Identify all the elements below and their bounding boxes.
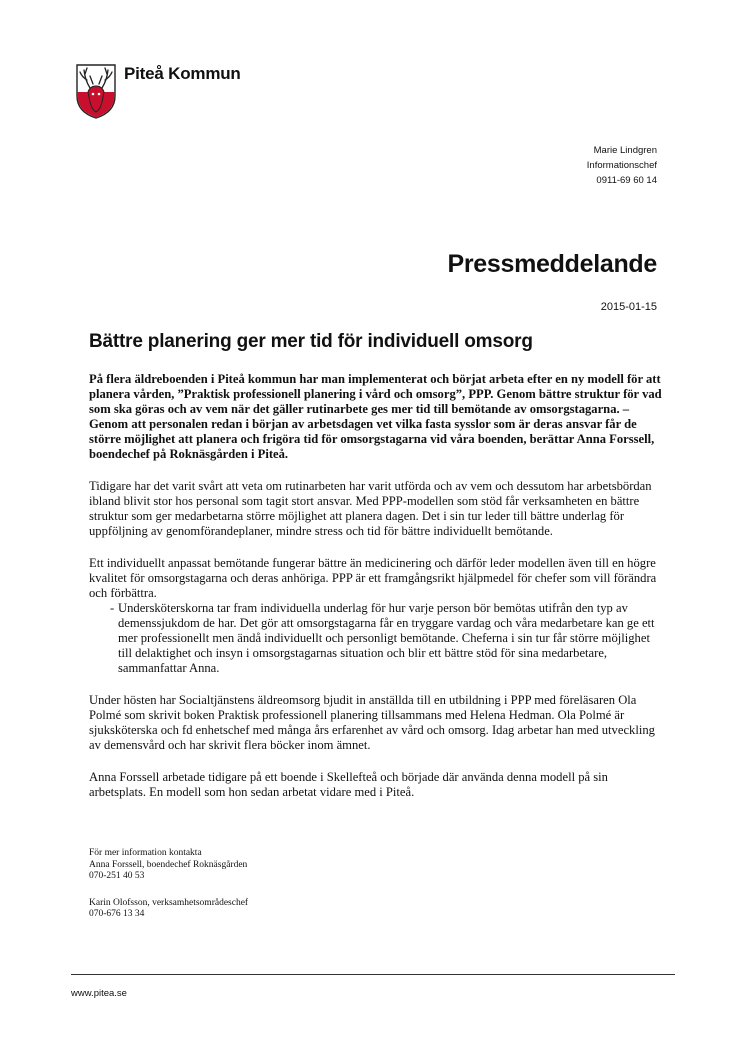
footer-divider xyxy=(71,974,675,975)
contact-phone: 070-251 40 53 xyxy=(89,871,145,881)
contact-title: Informationschef xyxy=(586,160,657,171)
contact-phone: 0911-69 60 14 xyxy=(596,175,657,186)
contact-name: Karin Olofsson, verksamhetsområdeschef xyxy=(89,897,249,908)
reindeer-shield-icon xyxy=(74,62,118,120)
press-contact xyxy=(587,143,657,188)
headline: Bättre planering ger mer tid för individuell omsorg xyxy=(89,331,533,352)
document-title: Pressmeddelande xyxy=(447,250,657,278)
paragraph: Anna Forssell arbetade tidigare på ett boende i Skellefteå och började där använda denna modell på sin arbetsplats. En modell som hon sedan arbetat vidare med i Piteå. xyxy=(89,770,608,799)
bullet-text: Undersköterskorna tar fram individuella underlag för hur varje person bör bemötas utifrån den typ av demenssjukdom de har. Det gör att omsorgstagarna får en tryggare vardag och våra medarbetare kan ge ett mer professionellt men ändå individuellt och personligt bemötande. Cheferna i sin tur får större möjlighet till delaktighet och insyn i omsorgstagarnas situation och blir ett bättre stöd för sina medarbetare, sammanfattar Anna. xyxy=(118,601,655,675)
more-info-contacts xyxy=(89,848,248,936)
paragraph: Under hösten har Socialtjänstens äldreomsorg bjudit in anställda till en utbildning i PPP med föreläsaren Ola Polmé som skrivit boken Praktisk professionell planering tillsammans med Helena Hedman. Ola Polmé är sjuksköterska och fd enhetschef med många års erfarenhet av vård och omsorg. Idag arbetar han med utveckling av demensvård och har skrivit flera böcker inom ämnet. xyxy=(89,693,655,752)
bullet-item xyxy=(89,601,667,676)
website-url: www.pitea.se xyxy=(71,988,127,999)
more-info-heading: För mer information kontakta xyxy=(89,848,202,858)
contact-phone: 070-676 13 34 xyxy=(89,909,145,919)
organization-name: Piteå Kommun xyxy=(124,64,241,83)
press-release-body xyxy=(89,372,667,817)
contact-name: Marie Lindgren xyxy=(593,145,657,156)
lead-paragraph: På flera äldreboenden i Piteå kommun har man implementerat och börjat arbeta efter en ny modell för att planera vården, ”Praktisk professionell planering i vård och omsorg”, PPP. Genom bättre struktur för vad som ska göras och av vem när det gäller rutinarbete ges mer tid till bemötande av omsorgstagarna. – Genom att personalen redan i början av arbetsdagen vet vilka fasta sysslor som är deras ansvar får de större möjlighet att planera och frigöra tid för omsorgstagarna vid våra boenden, berättar Anna Forssell, boendechef på Roknäsgården i Piteå. xyxy=(89,372,662,461)
paragraph: Ett individuellt anpassat bemötande fungerar bättre än medicinering och därför leder modellen även till en högre kvalitet för omsorgstagarna och deras anhöriga. PPP är ett framgångsrikt hjälpmedel för chefer som vill förändra och förbättra. xyxy=(89,556,657,600)
bullet-marker: - xyxy=(110,601,115,615)
document-date: 2015-01-15 xyxy=(600,301,657,313)
contact-name: Anna Forssell, boendechef Roknäsgården xyxy=(89,859,248,870)
paragraph: Tidigare har det varit svårt att veta om rutinarbeten har varit utförda och av vem och dessutom har arbetsbördan ibland blivit stor hos personal som tagit stort ansvar. Med PPP-modellen som stöd får verksamheten en bättre struktur som ger medarbetarna större möjlighet att planera dagen. Det i sin tur leder till bättre underlag för uppföljning av genomförandeplaner, mindre stress och tid för bättre individuellt bemötande. xyxy=(89,479,652,538)
